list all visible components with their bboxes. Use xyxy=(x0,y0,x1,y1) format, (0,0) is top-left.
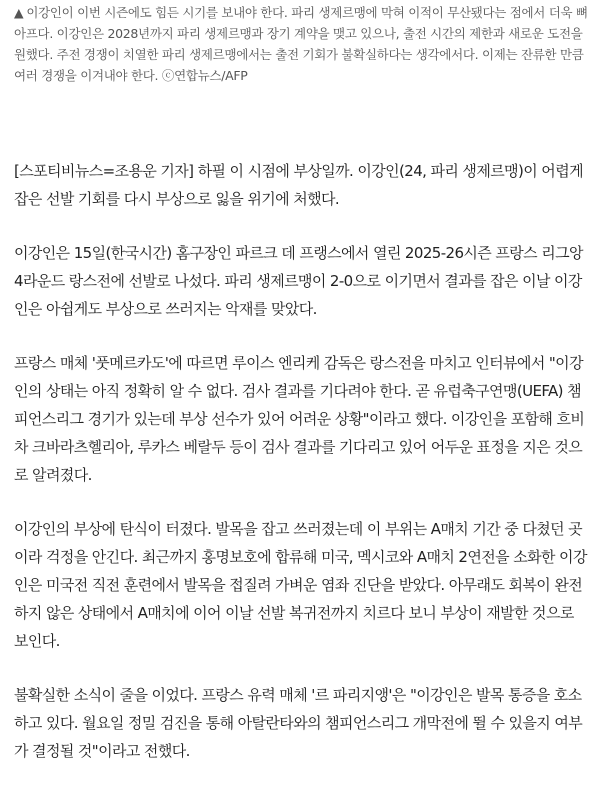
caption-triangle-icon: ▲ xyxy=(14,5,24,20)
article-paragraph: [스포티비뉴스=조용운 기자] 하필 이 시점에 부상일까. 이강인(24, 파리 생제르맹)이 어렵게 잡은 선발 기회를 다시 부상으로 잃을 위기에 처했다. xyxy=(14,162,583,208)
caption-text: 이강인이 이번 시즌에도 힘든 시기를 보내야 한다. 파리 생제르맹에 막혀 이적이 무산됐다는 점에서 더욱 뼈아프다. 이강인은 2028년까지 파리 생제르맹과 장기 계약을 맺고 있으나, 출전 시간의 제한과 새로운 도전을 원했다. 주전 경쟁이 치열한 파리 생제르맹에서는 출전 기회가 불확실하다는 생각에서다. 이제는 잔류한 만큼 여러 경쟁을 이겨내야 한다. ⓒ연합뉴스/AFP xyxy=(14,5,588,83)
article-paragraph: 프랑스 매체 '풋메르카도'에 따르면 루이스 엔리케 감독은 랑스전을 마치고 인터뷰에서 "이강인의 상태는 아직 정확히 알 수 없다. 검사 결과를 기다려야 한다. 곧 유럽축구연맹(UEFA) 챔피언스리그 경기가 있는데 부상 선수가 있어 어려운 상황"이라고 했다. 이강인을 포함해 흐비차 크바라츠헬리아, 루카스 베랄두 등이 검사 결과를 기다리고 있어 어두운 표정을 지은 것으로 알려졌다. xyxy=(14,354,585,484)
article-paragraph: 이강인은 15일(한국시간) 홈구장인 파르크 데 프랭스에서 열린 2025-26시즌 프랑스 리그앙 4라운드 랑스전에 선발로 나섰다. 파리 생제르맹이 2-0으로 이기면서 결과를 잡은 이날 이강인은 아쉽게도 부상으로 쓰러지는 악재를 맞았다. xyxy=(14,244,583,318)
photo-caption xyxy=(14,2,588,86)
article-body xyxy=(14,157,590,791)
article-paragraph: 이강인의 부상에 탄식이 터졌다. 발목을 잡고 쓰러졌는데 이 부위는 A매치 기간 중 다쳤던 곳이라 걱정을 안긴다. 최근까지 홍명보호에 합류해 미국, 멕시코와 A매치 2연전을 소화한 이강인은 미국전 직전 훈련에서 발목을 접질려 가벼운 염좌 진단을 받았다. 아무래도 회복이 완전하지 않은 상태에서 A매치에 이어 이날 선발 복귀전까지 치르다 보니 부상이 재발한 것으로 보인다. xyxy=(14,520,587,650)
article-paragraph: 불확실한 소식이 줄을 이었다. 프랑스 유력 매체 '르 파리지앵'은 "이강인은 발목 통증을 호소하고 있다. 월요일 정밀 검진을 통해 아탈란타와의 챔피언스리그 개막전에 뛸 수 있을지 여부가 결정될 것"이라고 전했다. xyxy=(14,686,583,760)
